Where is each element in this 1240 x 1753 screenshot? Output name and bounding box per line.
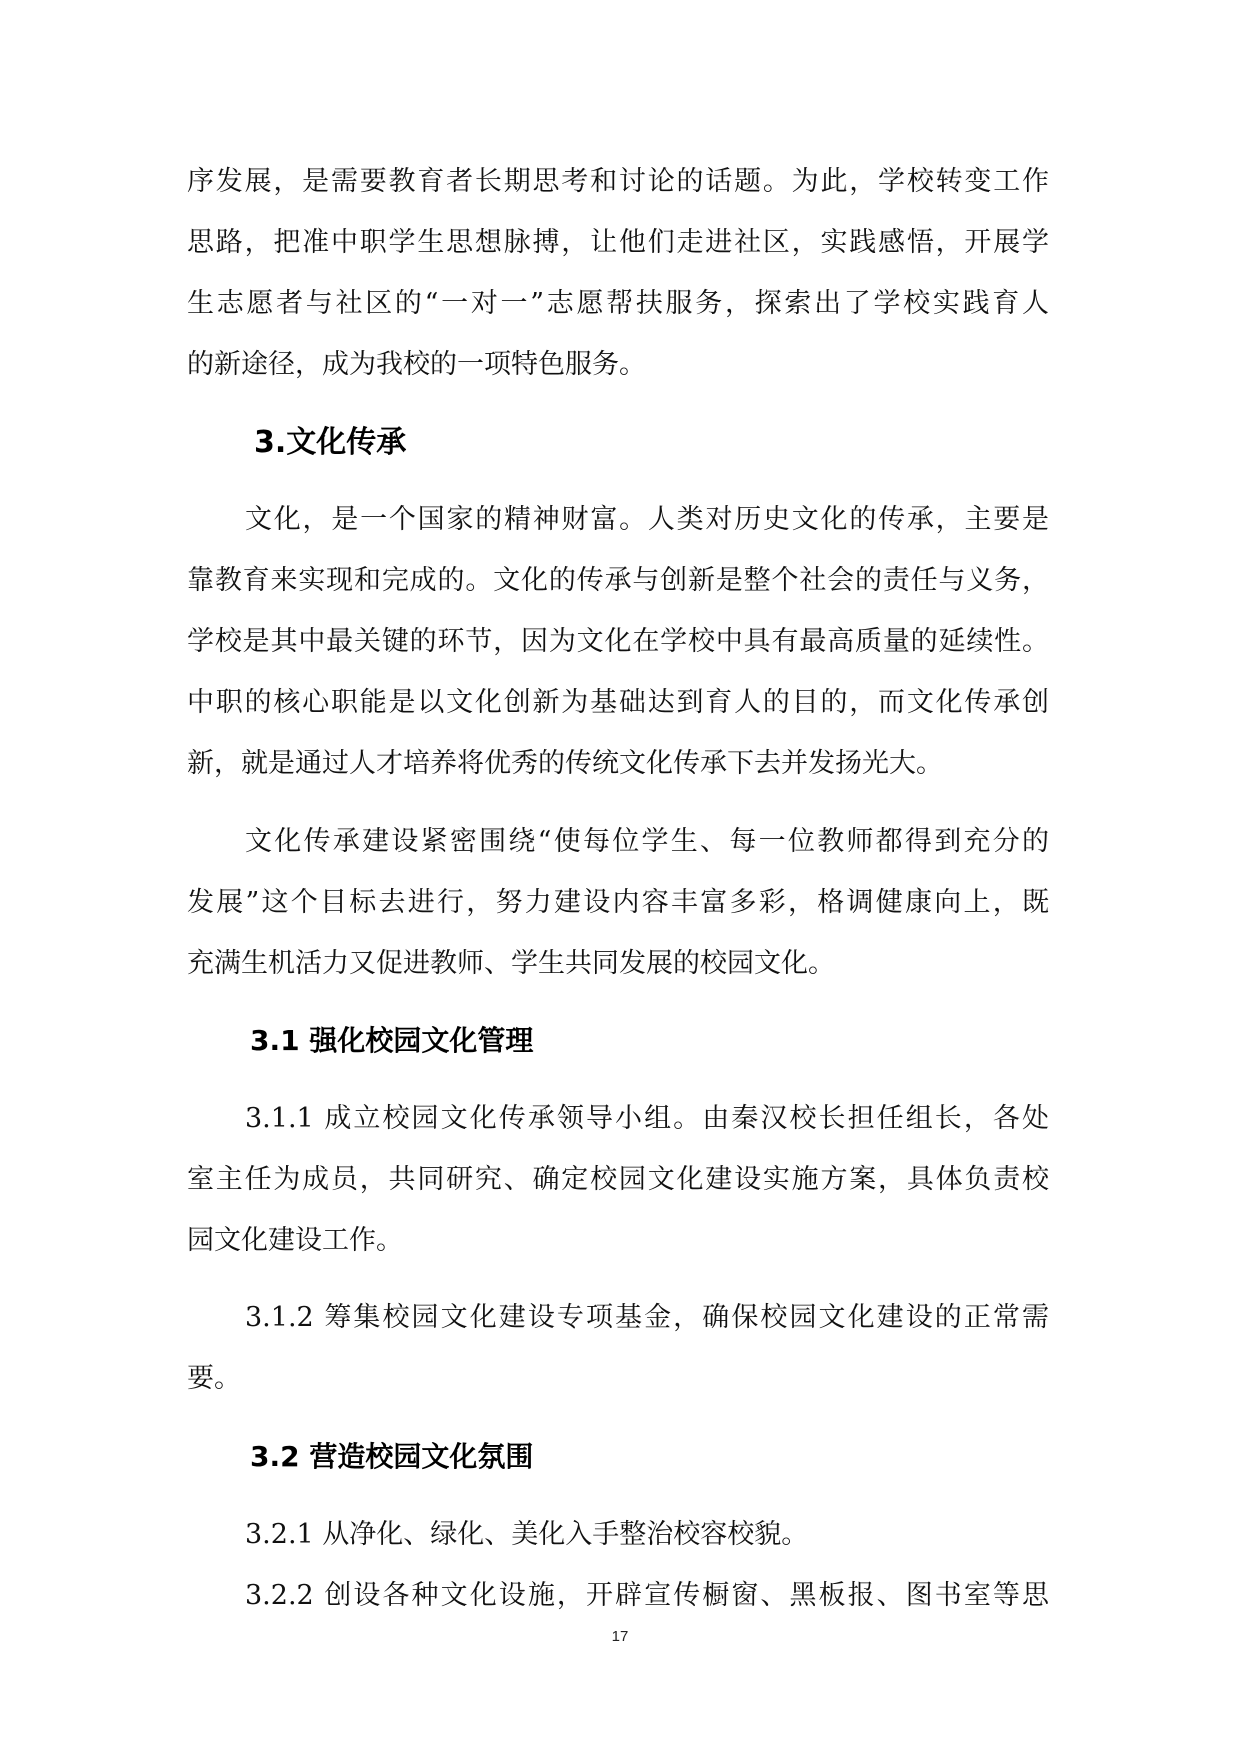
paragraph-line: 3.2.2 创设各种文化设施，开辟宣传橱窗、黑板报、图书室等思 (245, 1580, 1049, 1611)
page-number: 17 (611, 1628, 629, 1645)
paragraph-line: 思路，把准中职学生思想脉搏，让他们走进社区，实践感悟，开展学 (187, 227, 1049, 258)
section-heading-3-2: 3.2 营造校园文化氛围 (250, 1440, 534, 1473)
paragraph-line: 生志愿者与社区的“一对一”志愿帮扶服务，探索出了学校实践育人 (187, 288, 1049, 319)
paragraph-line: 靠教育来实现和完成的。文化的传承与创新是整个社会的责任与义务， (187, 565, 1049, 596)
paragraph-line: 的新途径，成为我校的一项特色服务。 (187, 349, 646, 380)
paragraph-line: 要。 (187, 1363, 241, 1394)
paragraph-line: 文化，是一个国家的精神财富。人类对历史文化的传承，主要是 (245, 504, 1049, 535)
paragraph-line: 学校是其中最关键的环节，因为文化在学校中具有最高质量的延续性。 (187, 626, 1049, 657)
paragraph-line: 3.1.1 成立校园文化传承领导小组。由秦汉校长担任组长，各处 (245, 1103, 1049, 1134)
paragraph-line: 发展”这个目标去进行，努力建设内容丰富多彩，格调健康向上，既 (187, 887, 1049, 918)
section-heading-3-1: 3.1 强化校园文化管理 (250, 1024, 534, 1057)
paragraph-line: 3.2.1 从净化、绿化、美化入手整治校容校貌。 (245, 1519, 809, 1550)
paragraph-line: 新，就是通过人才培养将优秀的传统文化传承下去并发扬光大。 (187, 748, 943, 779)
section-heading-3: 3.文化传承 (254, 425, 407, 460)
paragraph-line: 序发展，是需要教育者长期思考和讨论的话题。为此，学校转变工作 (187, 166, 1049, 197)
paragraph-line: 3.1.2 筹集校园文化建设专项基金，确保校园文化建设的正常需 (245, 1302, 1049, 1333)
paragraph-line: 中职的核心职能是以文化创新为基础达到育人的目的，而文化传承创 (187, 687, 1049, 718)
paragraph-line: 园文化建设工作。 (187, 1225, 403, 1256)
paragraph-line: 室主任为成员，共同研究、确定校园文化建设实施方案，具体负责校 (187, 1164, 1049, 1195)
paragraph-line: 充满生机活力又促进教师、学生共同发展的校园文化。 (187, 948, 835, 979)
paragraph-line: 文化传承建设紧密围绕“使每位学生、每一位教师都得到充分的 (245, 826, 1049, 857)
